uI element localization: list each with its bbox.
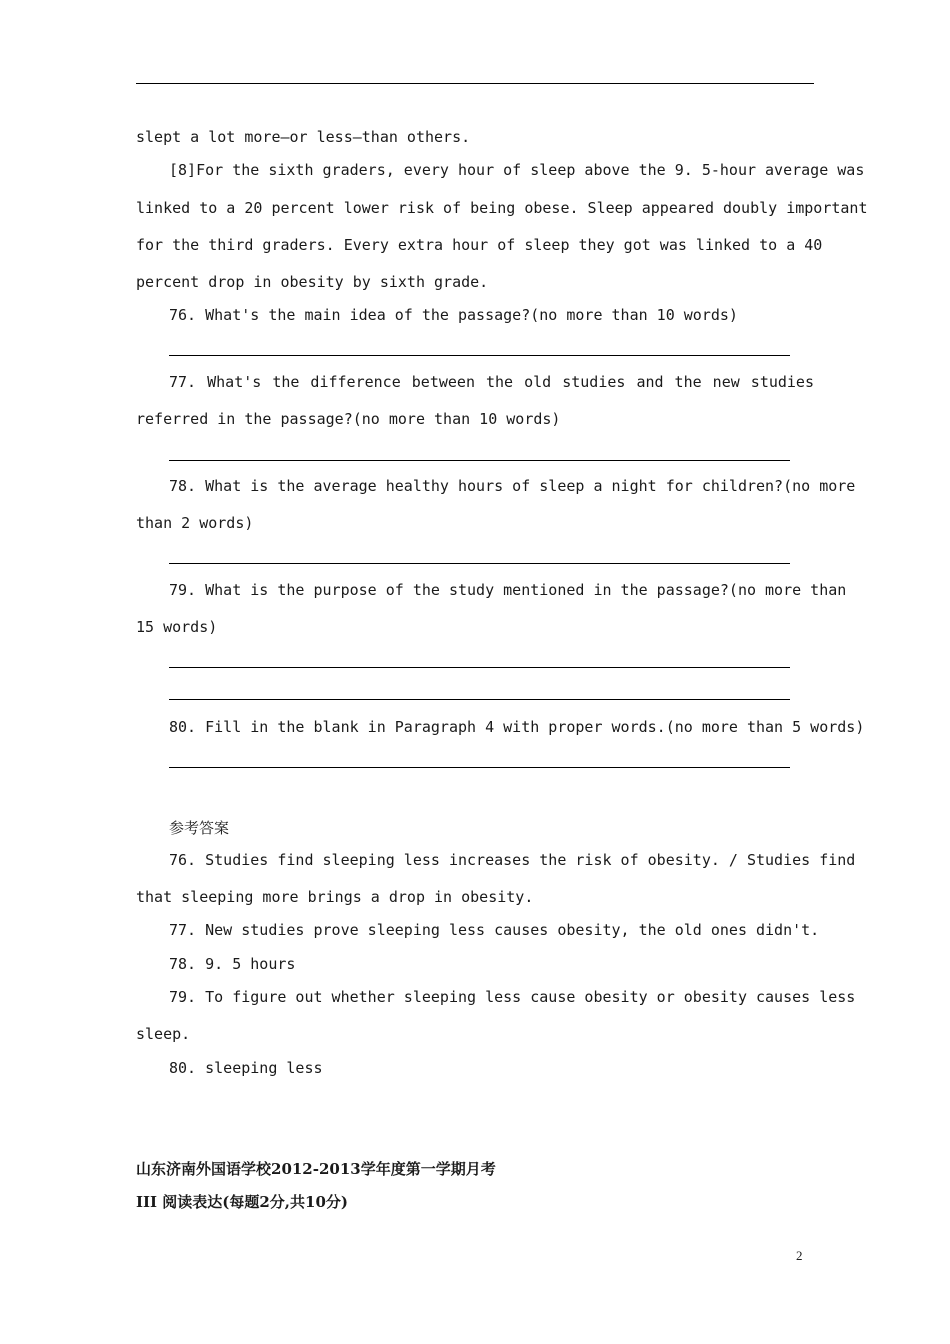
question-80: 80. Fill in the blank in Paragraph 4 with proper words.(no more than 5 words) [169, 718, 865, 736]
answer-78: 78. 9. 5 hours [169, 955, 296, 973]
answer-blank-79b[interactable] [169, 699, 790, 700]
page-number: 2 [796, 1248, 803, 1263]
question-79-cont: 15 words) [136, 618, 218, 636]
answer-79-cont: sleep. [136, 1025, 191, 1043]
passage-line: [8]For the sixth graders, every hour of sleep above the 9. 5-hour average was [169, 161, 865, 179]
header-rule [136, 83, 814, 84]
question-77-cont: referred in the passage?(no more than 10 words) [136, 410, 561, 428]
question-78-cont: than 2 words) [136, 514, 254, 532]
answer-blank-80[interactable] [169, 767, 790, 768]
question-76: 76. What's the main idea of the passage?(no more than 10 words) [169, 306, 738, 324]
passage-line: linked to a 20 percent lower risk of being obese. Sleep appeared doubly important [136, 199, 868, 217]
section-title: III 阅读表达(每题2分,共10分) [136, 1193, 349, 1211]
answer-blank-76[interactable] [169, 355, 790, 356]
answer-blank-79a[interactable] [169, 667, 790, 668]
answer-76-cont: that sleeping more brings a drop in obesity. [136, 888, 534, 906]
school-title: 山东济南外国语学校2012-2013学年度第一学期月考 [136, 1160, 496, 1178]
passage-line: percent drop in obesity by sixth grade. [136, 273, 489, 291]
question-79: 79. What is the purpose of the study mentioned in the passage?(no more than [169, 581, 847, 599]
answer-blank-77[interactable] [169, 460, 790, 461]
answers-heading: 参考答案 [169, 819, 230, 837]
passage-line: slept a lot more—or less—than others. [136, 128, 471, 146]
answer-76: 76. Studies find sleeping less increases the risk of obesity. / Studies find [169, 851, 856, 869]
question-77: 77. What's the difference between the old studies and the new studies [169, 373, 814, 391]
answer-blank-78[interactable] [169, 563, 790, 564]
passage-line: for the third graders. Every extra hour of sleep they got was linked to a 40 [136, 236, 823, 254]
question-78: 78. What is the average healthy hours of sleep a night for children?(no more [169, 477, 856, 495]
answer-79: 79. To figure out whether sleeping less cause obesity or obesity causes less [169, 988, 856, 1006]
answer-77: 77. New studies prove sleeping less causes obesity, the old ones didn't. [169, 921, 820, 939]
answer-80: 80. sleeping less [169, 1059, 323, 1077]
